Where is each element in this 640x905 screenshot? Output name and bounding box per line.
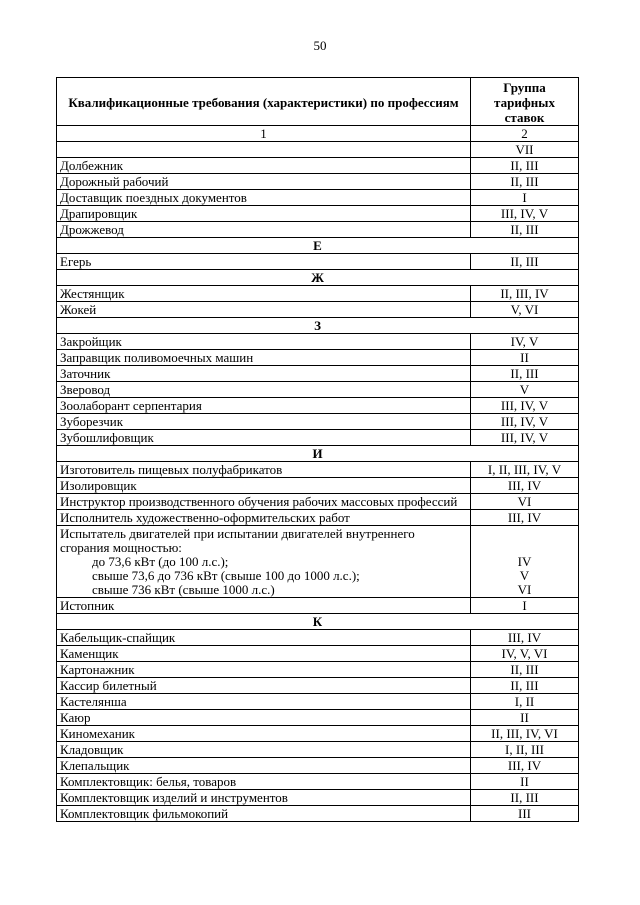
- column-number-row: [57, 126, 579, 142]
- profession-name: Зуборезчик: [57, 414, 471, 430]
- tariff-group: V, VI: [471, 302, 579, 318]
- table-row: [57, 662, 579, 678]
- profession-name: Жестянщик: [57, 286, 471, 302]
- table-row: [57, 398, 579, 414]
- profession-name: Кастелянша: [57, 694, 471, 710]
- profession-name: Комплектовщик: белья, товаров: [57, 774, 471, 790]
- profession-name: Изготовитель пищевых полуфабрикатов: [57, 462, 471, 478]
- profession-name: [57, 526, 471, 598]
- profession-name: Кабельщик-спайщик: [57, 630, 471, 646]
- table-row: [57, 414, 579, 430]
- tariff-group: III, IV: [471, 478, 579, 494]
- engine-power-grade: IV: [517, 554, 532, 569]
- table-row: [57, 774, 579, 790]
- profession-name: [57, 142, 471, 158]
- tariff-group: II, III: [471, 254, 579, 270]
- section-letter-row: [57, 270, 579, 286]
- table-row: [57, 630, 579, 646]
- table-row: [57, 710, 579, 726]
- profession-name: Жокей: [57, 302, 471, 318]
- tariff-group: VI: [471, 494, 579, 510]
- table-header-row: [57, 78, 579, 126]
- engine-power-grade: V: [519, 568, 530, 583]
- tariff-group: IV, V, VI: [471, 646, 579, 662]
- tariff-group: V: [471, 382, 579, 398]
- tariff-group: III, IV: [471, 510, 579, 526]
- profession-name: Клепальщик: [57, 758, 471, 774]
- profession-name: Заправщик поливомоечных машин: [57, 350, 471, 366]
- section-letter: И: [57, 446, 579, 462]
- profession-name: Кладовщик: [57, 742, 471, 758]
- table-row: [57, 726, 579, 742]
- table-row: [57, 742, 579, 758]
- tariff-group: III, IV, V: [471, 414, 579, 430]
- engine-tester-title: Испытатель двигателей при испытании двигателей внутреннего сгорания мощностью:: [60, 526, 415, 555]
- table-row: [57, 254, 579, 270]
- engine-power-range: до 73,6 кВт (до 100 л.с.);: [92, 554, 229, 569]
- tariff-group: II, III: [471, 174, 579, 190]
- tariff-group: II, III: [471, 158, 579, 174]
- table-row: [57, 430, 579, 446]
- profession-name: Исполнитель художественно-оформительских работ: [57, 510, 471, 526]
- tariff-group: III: [471, 806, 579, 822]
- tariff-group: III, IV: [471, 630, 579, 646]
- profession-name: Кассир билетный: [57, 678, 471, 694]
- tariff-group: [471, 526, 579, 598]
- table-row: [57, 302, 579, 318]
- tariff-group: I, II, III: [471, 742, 579, 758]
- table-row: [57, 334, 579, 350]
- engine-power-range: свыше 736 кВт (свыше 1000 л.с.): [92, 582, 275, 597]
- profession-name: Зоолаборант серпентария: [57, 398, 471, 414]
- profession-name: Заточник: [57, 366, 471, 382]
- tariff-group: II, III, IV: [471, 286, 579, 302]
- table-row: [57, 758, 579, 774]
- table-row: [57, 494, 579, 510]
- table-row: [57, 222, 579, 238]
- profession-name: Егерь: [57, 254, 471, 270]
- qualification-table: [56, 77, 579, 822]
- tariff-group: II: [471, 710, 579, 726]
- table-row: [57, 366, 579, 382]
- tariff-group: I: [471, 190, 579, 206]
- section-letter: К: [57, 614, 579, 630]
- tariff-group: III, IV, V: [471, 398, 579, 414]
- table-row: [57, 598, 579, 614]
- profession-name: Закройщик: [57, 334, 471, 350]
- section-letter: Е: [57, 238, 579, 254]
- section-letter-row: [57, 614, 579, 630]
- table-row: [57, 806, 579, 822]
- profession-name: Зубошлифовщик: [57, 430, 471, 446]
- tariff-group: III, IV, V: [471, 430, 579, 446]
- profession-name: Каюр: [57, 710, 471, 726]
- header-tariff-group: Группа тарифных ставок: [471, 78, 579, 126]
- profession-name: Киномеханик: [57, 726, 471, 742]
- table-row: [57, 646, 579, 662]
- engine-power-range: свыше 73,6 до 736 кВт (свыше 100 до 1000 л.с.);: [92, 568, 360, 583]
- table-row: [57, 790, 579, 806]
- page-number: 50: [313, 38, 327, 53]
- table-row: [57, 478, 579, 494]
- tariff-group: II, III: [471, 662, 579, 678]
- profession-name: Истопник: [57, 598, 471, 614]
- table-row: [57, 158, 579, 174]
- section-letter: З: [57, 318, 579, 334]
- header-professions: Квалификационные требования (характеристики) по профессиям: [57, 78, 471, 126]
- profession-name: Картонажник: [57, 662, 471, 678]
- tariff-group: II, III: [471, 678, 579, 694]
- tariff-group: II, III, IV, VI: [471, 726, 579, 742]
- profession-name: Доставщик поездных документов: [57, 190, 471, 206]
- column-number-1: 1: [57, 126, 471, 142]
- table-row-engine-tester: [57, 526, 579, 598]
- profession-name: Комплектовщик изделий и инструментов: [57, 790, 471, 806]
- profession-name: Зверовод: [57, 382, 471, 398]
- section-letter-row: [57, 446, 579, 462]
- section-letter: Ж: [57, 270, 579, 286]
- profession-name: Инструктор производственного обучения рабочих массовых профессий: [57, 494, 471, 510]
- tariff-group: I, II: [471, 694, 579, 710]
- table-row: [57, 382, 579, 398]
- tariff-group: II, III: [471, 366, 579, 382]
- table-row: [57, 462, 579, 478]
- section-letter-row: [57, 238, 579, 254]
- tariff-group: II: [471, 350, 579, 366]
- tariff-group: II, III: [471, 222, 579, 238]
- tariff-group: I: [471, 598, 579, 614]
- profession-name: Изолировщик: [57, 478, 471, 494]
- tariff-group: VII: [471, 142, 579, 158]
- profession-name: Каменщик: [57, 646, 471, 662]
- table-row: [57, 510, 579, 526]
- tariff-group: III, IV: [471, 758, 579, 774]
- column-number-2: 2: [471, 126, 579, 142]
- table-row: [57, 694, 579, 710]
- table-row: [57, 190, 579, 206]
- table-row: [57, 286, 579, 302]
- tariff-group: I, II, III, IV, V: [471, 462, 579, 478]
- tariff-group: II, III: [471, 790, 579, 806]
- engine-power-grade: VI: [517, 582, 532, 597]
- table-row: [57, 206, 579, 222]
- section-letter-row: [57, 318, 579, 334]
- profession-name: Комплектовщик фильмокопий: [57, 806, 471, 822]
- profession-name: Дорожный рабочий: [57, 174, 471, 190]
- table-row: [57, 142, 579, 158]
- table-row: [57, 174, 579, 190]
- table-row: [57, 678, 579, 694]
- profession-name: Дрожжевод: [57, 222, 471, 238]
- tariff-group: II: [471, 774, 579, 790]
- table-row: [57, 350, 579, 366]
- tariff-group: IV, V: [471, 334, 579, 350]
- profession-name: Драпировщик: [57, 206, 471, 222]
- tariff-group: III, IV, V: [471, 206, 579, 222]
- profession-name: Долбежник: [57, 158, 471, 174]
